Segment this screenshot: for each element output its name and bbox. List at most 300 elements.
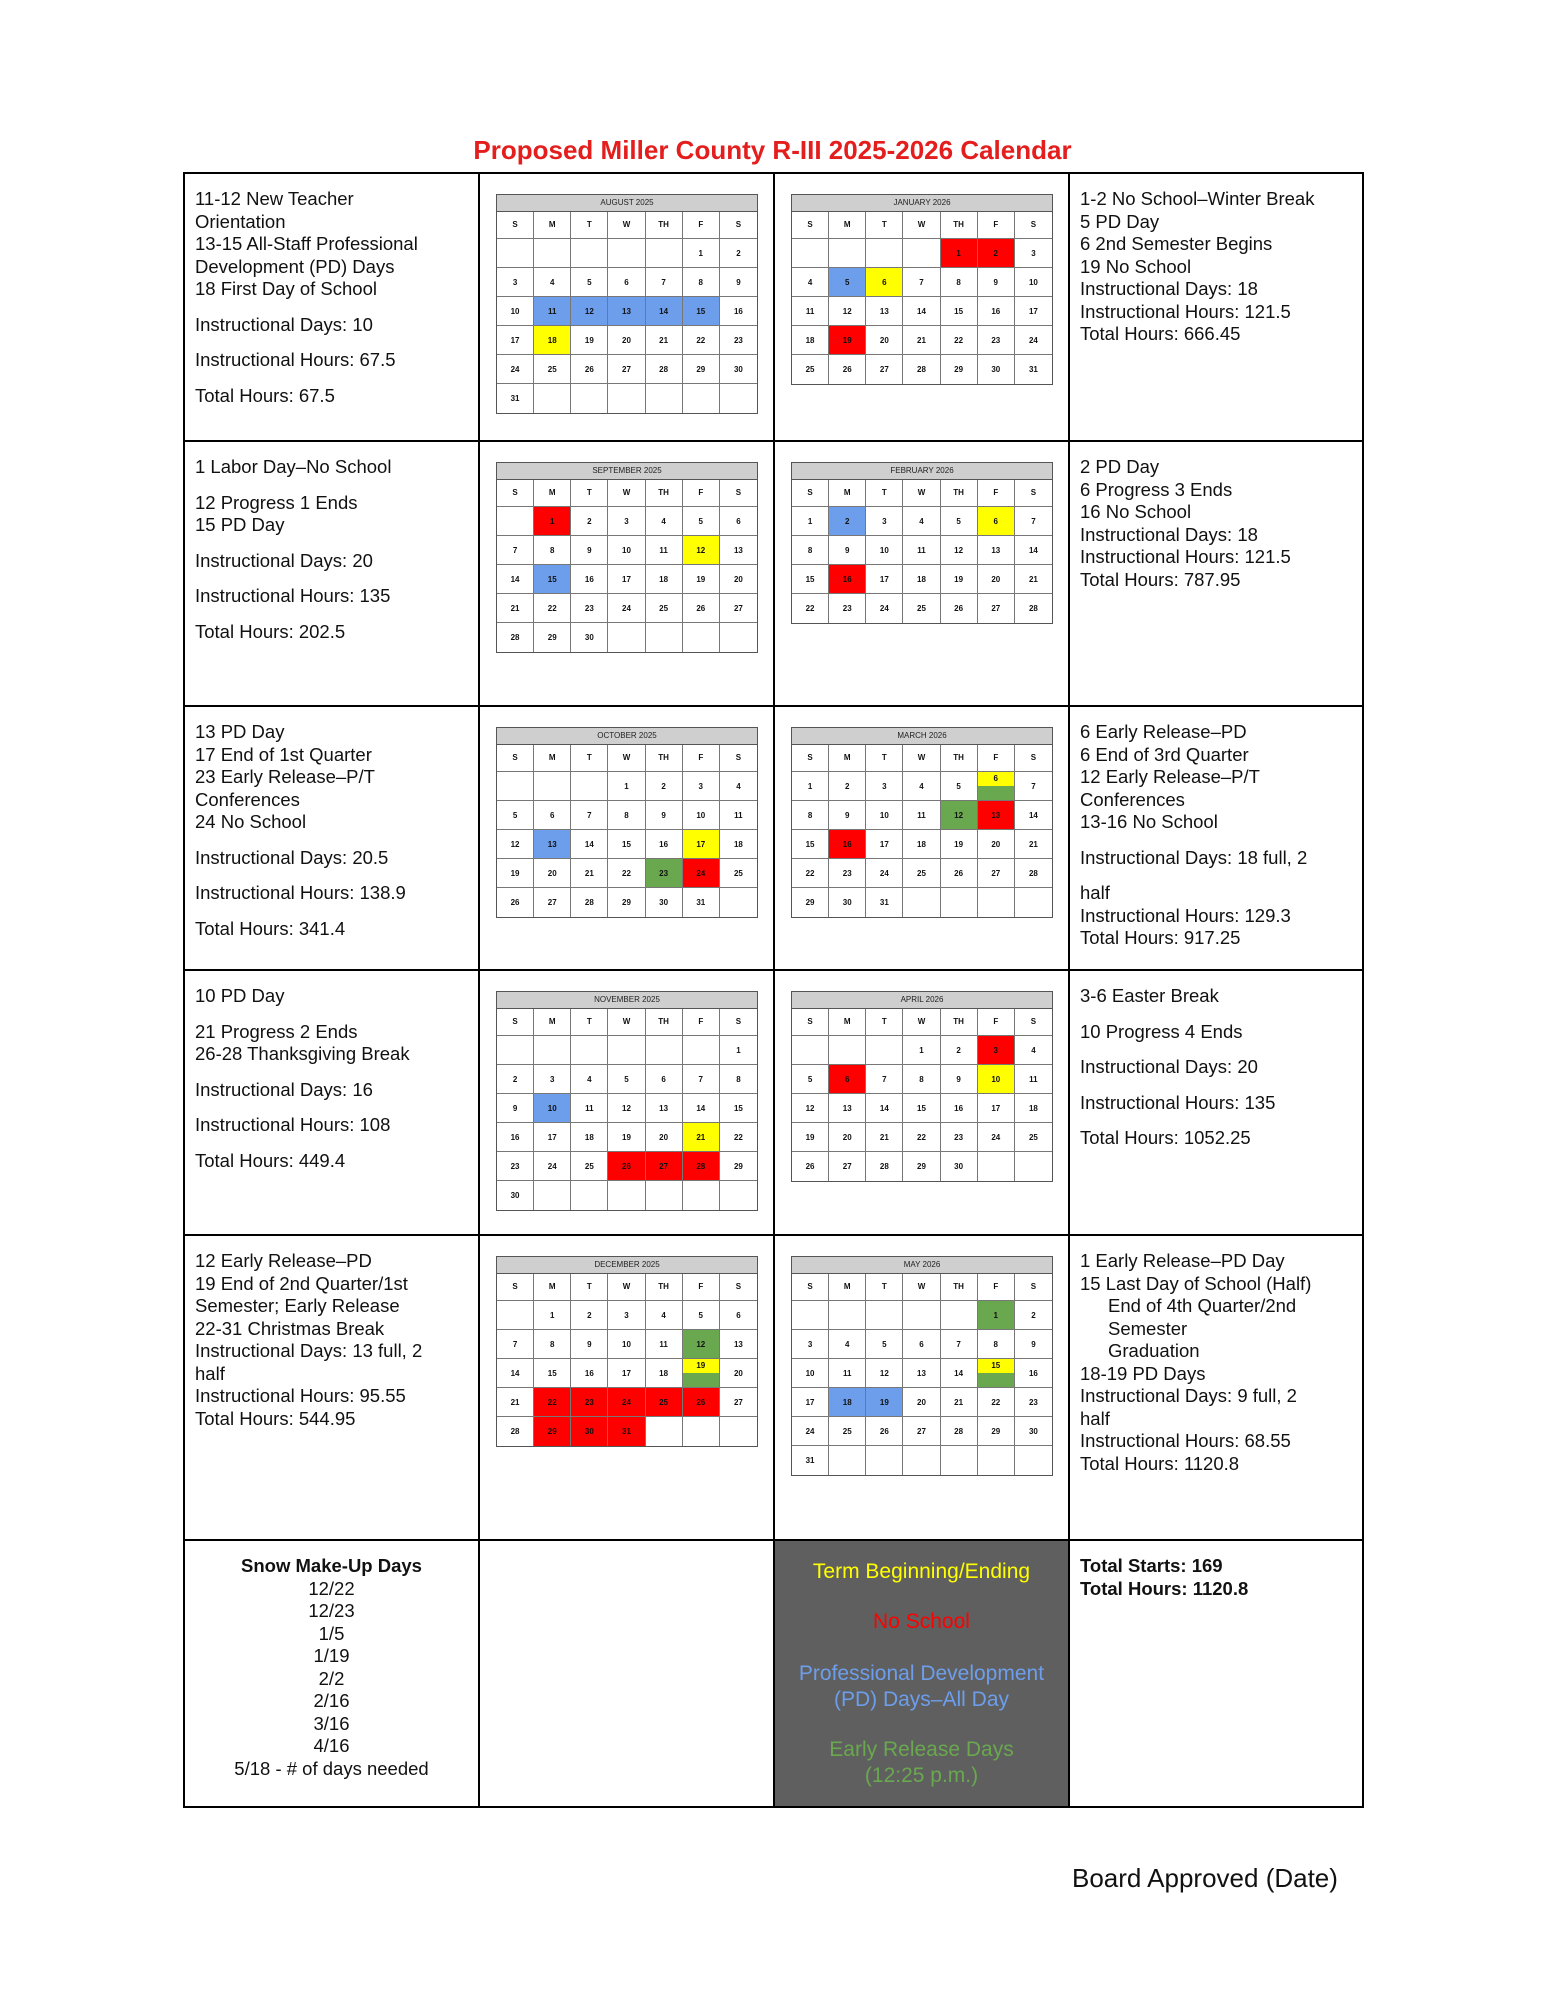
empty-day-cell	[720, 384, 757, 413]
empty-day-cell	[683, 384, 720, 413]
note-line: 13 PD Day	[195, 721, 285, 742]
empty-day-cell	[534, 239, 571, 268]
month-notes-right	[1070, 971, 1362, 1150]
day-cell: 30	[1015, 1417, 1052, 1446]
note-line: Conferences	[195, 788, 300, 810]
calendar-cell	[480, 1236, 775, 1541]
month-title: FEBRUARY 2026	[792, 463, 1052, 480]
weekday-label: M	[829, 1274, 866, 1301]
empty-day-cell	[571, 772, 608, 801]
empty-cell	[480, 1541, 775, 1806]
legend-label: Term Beginning/Ending	[812, 1560, 1031, 1583]
day-cell: 19	[941, 830, 978, 859]
empty-day-cell	[571, 1181, 608, 1210]
day-cell: 28	[1015, 859, 1052, 888]
calendar-cell	[480, 971, 775, 1236]
day-cell: 14	[866, 1094, 903, 1123]
spacer	[195, 372, 468, 385]
note-line: 2 PD Day	[1080, 456, 1160, 477]
day-cell: 30	[646, 888, 683, 917]
week-row	[497, 1417, 757, 1446]
day-cell: 4	[903, 772, 940, 801]
spacer	[1080, 834, 1352, 847]
day-cell: 8	[903, 1065, 940, 1094]
day-cell: 18	[792, 326, 829, 355]
note-line: Total Hours: 666.45	[1080, 323, 1241, 344]
notes-cell-right	[1070, 1236, 1362, 1541]
weekday-header-row	[792, 745, 1052, 772]
day-cell: 13	[646, 1094, 683, 1123]
day-cell: 24	[1015, 326, 1052, 355]
weekday-label: S	[497, 1009, 534, 1036]
weekday-label: F	[683, 745, 720, 772]
empty-day-cell	[903, 888, 940, 917]
weekday-header-row	[792, 480, 1052, 507]
day-cell: 26	[497, 888, 534, 917]
weekday-label: F	[978, 1274, 1015, 1301]
empty-day-cell	[646, 1417, 683, 1446]
note-line: 16 No School	[1080, 501, 1192, 522]
empty-day-cell	[792, 239, 829, 268]
note-line: 12 Early Release–PD	[195, 1250, 372, 1271]
day-cell: 13	[534, 830, 571, 859]
day-cell: 30	[571, 623, 608, 652]
day-cell: 11	[903, 801, 940, 830]
note-line: Instructional Hours: 138.9	[195, 882, 406, 903]
day-cell: 11	[646, 1330, 683, 1359]
day-cell: 27	[978, 859, 1015, 888]
note-line: Instructional Days: 20	[195, 549, 373, 571]
day-cell: 12	[792, 1094, 829, 1123]
day-cell: 6	[608, 268, 645, 297]
spacer	[195, 869, 468, 882]
weekday-label: M	[534, 745, 571, 772]
day-cell: 4	[571, 1065, 608, 1094]
day-cell: 31	[683, 888, 720, 917]
day-cell: 15	[720, 1094, 757, 1123]
day-cell: 9	[941, 1065, 978, 1094]
empty-day-cell	[903, 1446, 940, 1475]
month-notes-right	[1070, 707, 1362, 950]
empty-day-cell	[941, 1446, 978, 1475]
day-cell: 31	[792, 1446, 829, 1475]
day-cell: 14	[497, 565, 534, 594]
week-row	[497, 384, 757, 413]
month-calendar	[496, 991, 758, 1211]
weekday-label: T	[571, 212, 608, 239]
weekday-label: S	[720, 212, 757, 239]
day-cell: 11	[903, 536, 940, 565]
day-cell: 7	[497, 1330, 534, 1359]
day-cell: 10	[1015, 268, 1052, 297]
note-line: Total Hours: 202.5	[195, 620, 346, 642]
day-cell: 2	[978, 239, 1015, 268]
day-cell: 22	[941, 326, 978, 355]
month-notes-right	[1070, 174, 1362, 346]
day-cell: 16	[941, 1094, 978, 1123]
week-row	[497, 565, 757, 594]
day-cell: 4	[903, 507, 940, 536]
note-line: 19 No School	[1080, 255, 1192, 277]
day-cell: 21	[497, 594, 534, 623]
day-cell: 29	[534, 1417, 571, 1446]
month-title: DECEMBER 2025	[497, 1257, 757, 1274]
day-cell: 28	[941, 1417, 978, 1446]
week-row	[497, 1181, 757, 1210]
day-cell: 10	[608, 1330, 645, 1359]
week-row	[792, 1330, 1052, 1359]
day-cell: 16	[829, 830, 866, 859]
empty-day-cell	[720, 623, 757, 652]
day-cell: 2	[941, 1036, 978, 1065]
note-line: Instructional Days: 18 full, 2	[1080, 846, 1308, 868]
day-cell: 9	[829, 801, 866, 830]
month-title: OCTOBER 2025	[497, 728, 757, 745]
day-cell: 19	[792, 1123, 829, 1152]
note-line: Total Hours: 787.95	[1080, 568, 1241, 590]
day-cell: 2	[1015, 1301, 1052, 1330]
day-cell: 10	[866, 801, 903, 830]
weekday-header-row	[497, 1274, 757, 1301]
note-line: Total Hours: 67.5	[195, 384, 335, 406]
weekday-label: W	[608, 1274, 645, 1301]
week-row	[792, 830, 1052, 859]
spacer	[1080, 1008, 1352, 1021]
day-cell: 8	[608, 801, 645, 830]
day-cell: 5	[941, 772, 978, 801]
day-cell: 6	[720, 507, 757, 536]
weekday-label: M	[829, 1009, 866, 1036]
day-cell: 2	[497, 1065, 534, 1094]
weekday-label: S	[792, 480, 829, 507]
week-row	[497, 536, 757, 565]
day-cell: 7	[683, 1065, 720, 1094]
day-cell: 13	[720, 536, 757, 565]
weekday-header-row	[497, 212, 757, 239]
week-row	[497, 1094, 757, 1123]
week-row	[497, 888, 757, 917]
day-cell: 12	[683, 1330, 720, 1359]
weekday-header-row	[792, 212, 1052, 239]
day-cell: 15	[608, 830, 645, 859]
day-cell: 16	[497, 1123, 534, 1152]
week-row	[792, 772, 1052, 801]
weekday-header-row	[792, 1009, 1052, 1036]
day-cell: 5	[683, 507, 720, 536]
snow-makeup-date: 4/16	[313, 1735, 350, 1756]
spacer	[1080, 1079, 1352, 1092]
day-cell: 18	[903, 565, 940, 594]
empty-day-cell	[941, 888, 978, 917]
legend-label: Professional Development	[798, 1662, 1045, 1685]
notes-cell-right	[1070, 174, 1362, 442]
month-notes-left	[185, 971, 478, 1172]
day-cell: 27	[866, 355, 903, 384]
day-cell: 29	[978, 1417, 1015, 1446]
spacer	[195, 479, 468, 492]
day-cell: 18	[1015, 1094, 1052, 1123]
day-cell: 27	[978, 594, 1015, 623]
month-notes-right	[1070, 442, 1362, 591]
calendar-cell	[480, 442, 775, 707]
week-row	[792, 1359, 1052, 1388]
empty-day-cell	[608, 1181, 645, 1210]
day-cell: 5	[608, 1065, 645, 1094]
week-row	[792, 1065, 1052, 1094]
day-cell: 11	[646, 536, 683, 565]
note-line: half	[1080, 1407, 1110, 1429]
day-mark	[978, 1373, 1014, 1387]
empty-day-cell	[646, 623, 683, 652]
day-cell: 25	[646, 1388, 683, 1417]
day-cell: 20	[978, 565, 1015, 594]
day-cell: 15	[534, 565, 571, 594]
day-cell: 9	[571, 1330, 608, 1359]
week-row	[497, 268, 757, 297]
note-line: 24 No School	[195, 811, 307, 832]
day-cell: 20	[903, 1388, 940, 1417]
week-row	[792, 888, 1052, 917]
day-cell: 17	[978, 1094, 1015, 1123]
day-cell: 3	[866, 772, 903, 801]
empty-day-cell	[534, 772, 571, 801]
spacer	[195, 301, 468, 314]
day-number: 6	[978, 772, 1014, 786]
day-cell: 20	[608, 326, 645, 355]
month-calendar	[791, 462, 1053, 624]
day-number: 19	[683, 1359, 719, 1373]
day-cell: 29	[608, 888, 645, 917]
day-cell: 22	[720, 1123, 757, 1152]
weekday-label: F	[683, 1009, 720, 1036]
day-cell: 8	[534, 1330, 571, 1359]
month-title: MAY 2026	[792, 1257, 1052, 1274]
note-line: Instructional Hours: 95.55	[195, 1385, 406, 1406]
empty-day-cell	[1015, 888, 1052, 917]
snow-makeup-date: 1/19	[313, 1645, 350, 1666]
week-row	[792, 239, 1052, 268]
day-cell: 16	[571, 1359, 608, 1388]
empty-day-cell	[683, 1417, 720, 1446]
weekday-label: S	[1015, 745, 1052, 772]
weekday-label: S	[1015, 1274, 1052, 1301]
note-line: Instructional Hours: 67.5	[195, 349, 396, 370]
weekday-label: S	[720, 745, 757, 772]
day-cell: 22	[903, 1123, 940, 1152]
day-cell: 15	[903, 1094, 940, 1123]
day-cell	[978, 772, 1015, 801]
week-row	[497, 239, 757, 268]
week-row	[792, 1388, 1052, 1417]
weekday-label: S	[720, 1274, 757, 1301]
empty-day-cell	[978, 1446, 1015, 1475]
day-cell: 9	[720, 268, 757, 297]
note-line: Instructional Hours: 68.55	[1080, 1430, 1291, 1451]
note-line: 6 2nd Semester Begins	[1080, 233, 1273, 254]
day-cell: 28	[497, 623, 534, 652]
week-row	[792, 1446, 1052, 1475]
day-cell: 15	[683, 297, 720, 326]
day-cell: 12	[941, 801, 978, 830]
day-cell: 5	[941, 507, 978, 536]
day-cell: 1	[534, 507, 571, 536]
day-cell: 8	[792, 536, 829, 565]
day-cell: 18	[646, 565, 683, 594]
day-cell: 22	[534, 1388, 571, 1417]
day-cell: 22	[792, 859, 829, 888]
day-cell: 25	[903, 594, 940, 623]
day-cell: 24	[866, 859, 903, 888]
spacer	[195, 905, 468, 918]
day-cell: 27	[720, 1388, 757, 1417]
day-cell: 8	[534, 536, 571, 565]
note-line: Total Hours: 449.4	[195, 1149, 346, 1171]
spacer	[195, 608, 468, 621]
weekday-label: TH	[646, 1274, 683, 1301]
calendar-cell	[775, 174, 1070, 442]
note-line: 6 Early Release–PD	[1080, 721, 1247, 742]
weekday-label: T	[571, 1274, 608, 1301]
day-cell: 23	[720, 326, 757, 355]
note-line: Instructional Hours: 135	[1080, 1091, 1276, 1113]
note-line: 26-28 Thanksgiving Break	[195, 1043, 410, 1064]
day-cell: 9	[978, 268, 1015, 297]
week-row	[497, 594, 757, 623]
spacer	[195, 1137, 468, 1150]
day-cell: 16	[720, 297, 757, 326]
empty-day-cell	[941, 1301, 978, 1330]
note-line: Instructional Days: 20.5	[195, 846, 389, 868]
calendar-grid	[183, 172, 1364, 1808]
note-line: Instructional Hours: 129.3	[1080, 904, 1291, 926]
weekday-label: W	[903, 212, 940, 239]
note-line: 23 Early Release–P/T	[195, 766, 375, 787]
day-cell: 4	[646, 507, 683, 536]
day-cell: 7	[866, 1065, 903, 1094]
weekday-label: W	[608, 745, 645, 772]
day-cell: 14	[497, 1359, 534, 1388]
week-row	[792, 297, 1052, 326]
day-cell: 2	[646, 772, 683, 801]
day-cell: 30	[497, 1181, 534, 1210]
day-cell: 27	[903, 1417, 940, 1446]
day-cell: 10	[608, 536, 645, 565]
empty-day-cell	[571, 239, 608, 268]
day-mark	[978, 786, 1014, 800]
day-cell: 28	[683, 1152, 720, 1181]
day-cell: 24	[497, 355, 534, 384]
week-row	[497, 859, 757, 888]
day-cell: 25	[829, 1417, 866, 1446]
weekday-label: S	[1015, 480, 1052, 507]
week-row	[497, 1388, 757, 1417]
day-cell: 25	[1015, 1123, 1052, 1152]
day-cell: 30	[571, 1417, 608, 1446]
month-notes-right	[1070, 1236, 1362, 1475]
empty-day-cell	[866, 239, 903, 268]
day-cell: 4	[1015, 1036, 1052, 1065]
notes-cell-left	[185, 1236, 480, 1541]
note-line: 15 PD Day	[195, 514, 285, 535]
snow-makeup-list	[185, 1541, 478, 1780]
weekday-label: T	[571, 745, 608, 772]
calendar-cell	[775, 707, 1070, 971]
snow-makeup-date: 1/5	[318, 1622, 345, 1644]
day-cell: 1	[720, 1036, 757, 1065]
snow-makeup-heading: Snow Make-Up Days	[241, 1555, 422, 1576]
day-cell: 27	[608, 355, 645, 384]
note-line: 1 Labor Day–No School	[195, 456, 392, 477]
weekday-label: S	[720, 1009, 757, 1036]
day-cell: 18	[534, 326, 571, 355]
empty-day-cell	[608, 1036, 645, 1065]
day-cell: 20	[866, 326, 903, 355]
weekday-label: S	[497, 480, 534, 507]
board-approved-note: Board Approved (Date)	[1072, 1863, 1338, 1893]
empty-day-cell	[720, 888, 757, 917]
day-cell: 3	[1015, 239, 1052, 268]
empty-day-cell	[683, 623, 720, 652]
weekday-label: S	[497, 1274, 534, 1301]
day-cell: 30	[978, 355, 1015, 384]
month-title: NOVEMBER 2025	[497, 992, 757, 1009]
weekday-label: M	[829, 745, 866, 772]
day-cell: 23	[1015, 1388, 1052, 1417]
week-row	[792, 1417, 1052, 1446]
day-cell: 20	[829, 1123, 866, 1152]
day-cell: 28	[571, 888, 608, 917]
day-cell: 21	[941, 1388, 978, 1417]
day-cell: 19	[866, 1388, 903, 1417]
notes-cell-right	[1070, 442, 1362, 707]
day-cell: 24	[866, 594, 903, 623]
note-line: Graduation	[1108, 1340, 1200, 1361]
note-line: Total Hours: 1052.25	[1080, 1127, 1251, 1148]
day-cell: 1	[534, 1301, 571, 1330]
day-cell: 2	[571, 507, 608, 536]
week-row	[792, 594, 1052, 623]
note-line: Total Hours: 917.25	[1080, 927, 1241, 948]
day-cell: 29	[941, 355, 978, 384]
weekday-label: M	[534, 1274, 571, 1301]
week-row	[497, 1065, 757, 1094]
month-calendar	[496, 462, 758, 653]
day-cell: 16	[829, 565, 866, 594]
day-cell: 18	[829, 1388, 866, 1417]
day-cell: 1	[903, 1036, 940, 1065]
day-cell: 28	[646, 355, 683, 384]
day-cell: 18	[646, 1359, 683, 1388]
day-cell: 3	[608, 507, 645, 536]
day-cell: 6	[866, 268, 903, 297]
day-cell: 1	[978, 1301, 1015, 1330]
day-cell: 6	[903, 1330, 940, 1359]
day-cell: 3	[608, 1301, 645, 1330]
weekday-label: TH	[941, 212, 978, 239]
note-line: Total Hours: 1120.8	[1080, 1452, 1240, 1474]
day-cell: 21	[646, 326, 683, 355]
day-cell: 12	[866, 1359, 903, 1388]
empty-day-cell	[1015, 1446, 1052, 1475]
day-cell: 22	[792, 594, 829, 623]
weekday-label: T	[571, 1009, 608, 1036]
calendar-cell	[775, 1236, 1070, 1541]
day-cell: 31	[497, 384, 534, 413]
note-line: Instructional Days: 13 full, 2	[195, 1340, 423, 1361]
month-title: MARCH 2026	[792, 728, 1052, 745]
empty-day-cell	[829, 1446, 866, 1475]
note-line: 10 PD Day	[195, 985, 285, 1006]
